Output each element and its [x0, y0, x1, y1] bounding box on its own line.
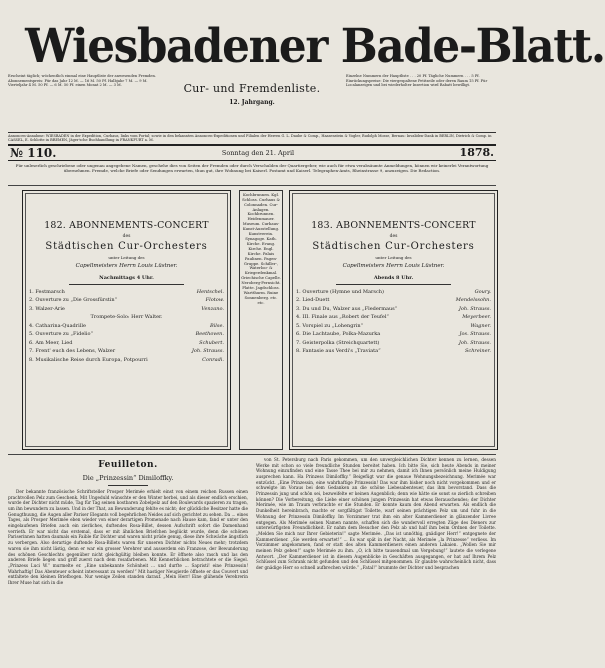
program-item: 2. Ouverture zu „Die Grossfürstin“ Flotow.	[29, 297, 224, 304]
sights-sidebar: Kochbrunnen. Kgl. Schloss. Curhaus & Colonnaden. Cur-Anlagen. Kochbrunnen. Heidenmauer. Museum. Curhaus-Kunst-Ausstellung. Kunstverein. Synagoge. Kath. Kirche. Evang. Kirche. Engl. Kirche. Palais Paulinen. Pagen-Gruppe. Schiller-, Waterloo- & Kriegerdenkmal. Griechische Capelle. Neroberg-Fernsicht. Platte. Jagdschloss. Wartthurm. Ruine Sonnenberg. etc. etc.	[239, 190, 283, 450]
annonce-notice: Annoncen-Annahme: WIESBADEN in der Expedition, Curhaus, links vom Portal; sowie in den bekannten Annoncen-Expeditionen und Filialen der Herren G. L. Daube & Comp., Haasenstein & Vogler, Rudolph Mosse, Bernau: Invaliden-Dank in BERLIN, Dietrich & Comp. in CASSEL, E. Schlotte in BREMEN, Jäger'sche Buchhandlung in FRANKFURT a. M.	[8, 132, 496, 143]
program-item: 1. Festmarsch Hentschel.	[29, 288, 224, 295]
issue-number: № 110.	[10, 145, 57, 160]
concert-unter: unter Leitung des	[108, 254, 145, 260]
program-item: 8. Musikalische Reise durch Europa, Potpourri Conradi.	[29, 356, 224, 363]
subhead	[8, 74, 496, 132]
issue-bar	[8, 144, 496, 161]
concert-time: Nachmittags 4 Uhr.	[99, 274, 154, 281]
program-item: 6. Die Lachtaube, Polka-Mazurka Jos. Strauss.	[296, 331, 491, 338]
program-item: 7. Frent' euch des Lebens, Walzer Joh. Strauss.	[29, 348, 224, 355]
subscription-info: Erscheint täglich; wöchentlich einmal eine Hauptliste der anwesenden Fremden. Abonnementspreis: Für das Jahr 12 M. — 16 M. 50 Pf. Halbjahr 7 M. — 9 M. Vierteljahr 4 M. 50 Pf. — 6 M. 50 Pf. einen Monat 2 M. — 3 M.	[8, 74, 157, 88]
concert-des: des	[389, 233, 398, 239]
divider	[108, 485, 148, 486]
program-item: 4. III. Finale aus „Robert der Teufel“ Meyerbeer.	[296, 314, 491, 321]
story-text-continued: von St. Petersburg nach Paris gekommen, um den unvergleichlichen Dichter kennen zu lernen, dessen Werke mit schon so viele freundliche Stunden bereitet haben. Ich bitte Sie, sich heute Abends in meiner Wohnung einzufinden und eine Tasse Thee bei mir zu nehmen, damit ich Ihnen persönlich meine Huldigung ausprechen kann. Ha Prinzess Dimiloffky.“ Beigefügt war die genaue Wohnungsbezeichnung. Merimée war entzückt. „Eine Prinzessin, eine wahrhaftige Prinzessin! Das war ihm bisher noch nicht vorgekommen und er schwelgte im Voraus bei dem Gedanken an die schöne Liebesabenteuer, das ihm bevorstand. Dass die Prinzessin jung und schön sei, bezweifelte er keinen Augenblick; denn wie hätte sie sonst so zierlich schreiben können? Die Vorbereitung, die Liebe einer schönen jungen Prinzessin hat etwas Berauschendes; der Dichter Merimée, wie im Traum verbrachte er die Stunden. Er konnte kaum den Abend erwarten. Als endlich die Dunkelheit hereinbrach, machte er sorgfältigst Toilette, warf seinen prächtigen Pelz um und fuhr in die Wohnung der Prinzessin Dimiloffky. Im Vorzimmer trat ihm ein alter Kammerdiener in glänzender Livree entgegen. Als Merimée seinen Namen nannte, schaffen sich die wundervoll erregten Züge des Dieners zur unterwürfigsten Freundlichkeit. Er nahm dem Besucher den Pelz ab und half ihm beim Ordnen der Toilette. „Melden Sie mich nur Ihrer Gebieterin!“ sagte Merimée. „Das ist unnöthig, gnädiger Herr!“ entgegnete der Kammerdiener. „Sie werden erwartet!“ ... Es war spät in der Nacht, als Merimée „la Prinzesse“ verliess. Im Vorzimmer angekommen, fand er statt des alten Kammerdieners einen anderen Lakaien. „Wollen Sie mir meinen Pelz geben!“ sagte Merimée zu ihm. „O, ich bitte tausendmal um Vergebung!“ lautete die verlegene Antwort. „Der Kammerdiener ist in diesem Augenblicke in Geschäften ausgegangen, er hat auf Ihrem Pelz Schlüssel zum Schrank nicht gefunden und den Schlüssel mitgenommen. Er glaubte wahrscheinlich nicht, dass der gnädige Herr so schnell aufbrechen würde.“ „Fatal!“ brummte der Dichter und besprachen	[256, 456, 496, 571]
feuilleton-columns	[8, 457, 496, 586]
subhead-center	[158, 74, 346, 106]
advertising-rates: Einzelne Nummern der Hauptliste . . . 20 Pf. Tägliche Nummern . . . 5 Pf. Einrückungspreise: Die viergespaltene Petitzeile oder deren Raum 15 Pf. Für Localanzeigen und bei wiederholter Insertion wird Rabatt bewilligt.	[346, 74, 488, 88]
program-item: 6. Am Meer, Lied Schubert.	[29, 339, 224, 346]
program-list	[296, 288, 491, 356]
concert-time: Abends 8 Uhr.	[373, 274, 414, 281]
divider	[336, 284, 451, 285]
orchestra-name: Städtischen Cur-Orchesters	[312, 240, 475, 252]
concert-des: des	[122, 233, 131, 239]
concert-unter: unter Leitung des	[375, 254, 412, 260]
divider	[69, 284, 184, 285]
conductor-name: Capellmeisters Herrn Louis Lüstner.	[75, 262, 178, 269]
issue-year: 1878.	[459, 146, 494, 160]
concert-program-afternoon	[22, 190, 231, 450]
concert-section	[8, 188, 496, 455]
concert-title: 182. ABONNEMENTS-CONCERT	[44, 219, 209, 231]
program-item: Trompete-Solo: Herr Walter.	[90, 314, 163, 321]
masthead: Wiesbadener Bade-Blatt.	[25, 19, 605, 74]
program-item: 3. Walzer-Arie Venzano.	[29, 305, 224, 312]
program-list	[29, 288, 224, 365]
column-left	[8, 457, 248, 586]
program-item: 1. Ouverture (Hymne und Marsch) Goury.	[296, 288, 491, 295]
program-item: 5. Vorspiel zu „Lohengrin“ Wagner.	[296, 322, 491, 329]
conductor-name: Capellmeisters Herrn Louis Lüstner.	[342, 262, 445, 269]
orchestra-name: Städtischen Cur-Orchesters	[45, 240, 208, 252]
column-right	[256, 457, 496, 586]
concert-program-evening	[289, 190, 498, 450]
story-title: Die „Prinzessin“ Dimiloffky.	[82, 473, 174, 482]
concert-title: 183. ABONNEMENTS-CONCERT	[311, 219, 476, 231]
program-item: 5. Ouverture zu „Fidelio“ Beethoven.	[29, 331, 224, 338]
program-item: 7. Geisterpolka (Streichquartett) Joh. Strauss.	[296, 339, 491, 346]
issue-date: Sonntag den 21. April	[221, 148, 295, 157]
volume-year: 12. Jahrgang.	[229, 99, 275, 106]
program-item: 3. Du und Du, Walzer aus „Fledermaus“ Joh. Strauss.	[296, 305, 491, 312]
program-item: 2. Lied-Duett Mendelssohn.	[296, 297, 491, 304]
feuilleton-heading: Feuilleton.	[98, 459, 158, 470]
editorial-notice: Für unleserlich geschriebene oder ungenau angegebene Namen, geschehe dies von Seiten der Fremden oder durch Verschulden der Quartiergeber, wie auch für etwa verabsäumte Anmeldungen, können wir keinerlei Verantwortung übernehmen. Fremde, welche Briefe oder Sendungen erwarten, thun gut, ihre Wohnung bei Kaiserl. Postamt und Kaiserl. Telegraphen-Amts, Rheinstrasse 9, anzuzeigen. Die Redaction.	[8, 161, 496, 186]
program-item: 8. Fantasie aus Verdi's „Traviata“ Schreiner.	[296, 348, 491, 355]
subtitle: Cur- und Fremdenliste.	[183, 82, 321, 95]
story-text: Der bekannte französische Schriftsteller Prosper Merimée erhielt einst von einem reichen Russen einen prachtvollen Pelz zum Geschenk. Mit Ungeduld wünschte er den Winter herbei, und als dieser endlich erschien, wurde der Dichter nicht müde, Tag für Tag seinen kostbaren Zobelpelz auf den Boulevards spazieren zu tragen, um ihn bewundern zu lassen. Und in der That, an Bewunderung fehlte es nicht; der glückliche Besitzer hatte die Genugthuung, die Augen aller Pariser Elegants voll begehrlichen Neides auf sich gerichtet zu sehen. Da ... eines Tages, als Prosper Merimée eben wieder von einer derartigen Promenade nach Hause kam, fand er unter den eingelaufenen Briefen auch ein zierliches, duftendes Rosa-Billet, dessen Aufschrift sofort die Damenhand verrieth. Er war nicht das erstemal, dass er mit ähnlichen Briefchen beglückt wurde, denn die schönen Pariserinnen hatten daumals ein Faible für Dichter und waren nicht prüde genug, diese ihre Schwäche ängstlich zu verbergen. Also derartige duftende Rosa-Billets waren für unseren Dichter nichts Neues mehr; trotzdem waren sie ihm nicht lästig, denn er war ein grosser Verehrer und ausserdem ein Franzose, der Bewunderung des schönen Geschlechts gegenüber nicht gleichgültig bleiben konnte. Er öffnete also rasch und las den anderen Briefe liegen und griff zuerst nach dem rosafarbenen. Mit Kennerblicken betrachtete er die Siegel. „Prinzess Luci W.“ murmelte er. „Eine unbekannte Schönheit ... und durfte ... Sapristi! eine Prinzessin! Wahrhaftig! Das Abenteuer scheint interessant zu werden!“ Mit hastiger Neugierde öffnete er das Couvert und entfaltete den kleinen Briefbogen. Nur wenige Zeilen standen darauf. „Mein Herr! Eine glühende Verehrerin Ihrer Muse hat sich in die	[8, 488, 248, 586]
program-item: 4. Catharina-Quadrille Bilse.	[29, 322, 224, 329]
